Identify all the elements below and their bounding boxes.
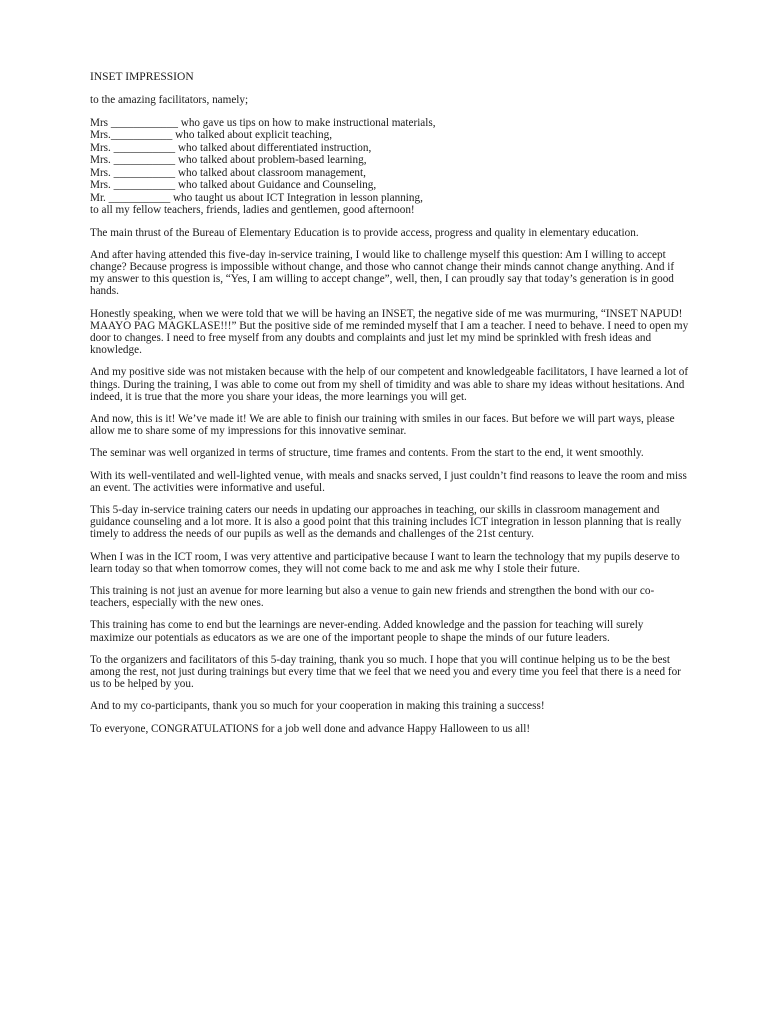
audience-greeting: to all my fellow teachers, friends, ladies and gentlemen, good afternoon! [90,204,415,216]
greeting-line: to the amazing facilitators, namely; [90,94,249,106]
document-page [90,71,690,745]
body-paragraph: This training is not just an avenue for more learning but also a venue to gain new friends and strengthen the bond with our co-teachers, especially with the new ones. [90,584,655,610]
body-paragraph: Honestly speaking, when we were told that we will be having an INSET, the negative side of me was murmuring, “INSET NAPUD! MAAYO PAG MAGKLASE!!!” But the positive side of me reminded myself that I am a teacher. I need to behave. I need to open my door to changes. I need to free myself from any doubts and complaints and just let my mind be sprinkled with fresh ideas and knowledge. [90,307,689,357]
body-paragraph: With its well-ventilated and well-lighted venue, with meals and snacks served, I just couldn’t find reasons to leave the room and miss an event. The activities were informative and useful. [90,469,687,494]
facilitator-list [90,117,690,205]
body-paragraph: And now, this is it! We’ve made it! We are able to finish our training with smiles in our faces. But before we will part ways, please allow me to share some of my impressions for this innovative seminar. [90,412,675,438]
facilitator-line: Mrs. ___________ who talked about classroom management, [90,166,366,179]
facilitator-line: Mrs. ___________ who talked about Guidance and Counseling, [90,179,377,191]
body-paragraph: And to my co-participants, thank you so much for your cooperation in making this training a success! [90,700,545,713]
facilitator-line: Mrs ____________ who gave us tips on how to make instructional materials, [90,116,436,129]
body-paragraph: This training has come to end but the learnings are never-ending. Added knowledge and the passion for teaching will surely maximize our potentials as educators as we are one of the important people to shape the minds of our future leaders. [90,619,644,644]
body-paragraph: And after having attended this five-day in-service training, I would like to challenge myself this question: Am I willing to accept change? Because progress is impossible without change, and those who cannot change their minds cannot change anything. And if my answer to this question is, “Yes, I am willing to accept change”, well, then, I can proudly say that today’s generation is in good hands. [90,248,675,298]
body-paragraph: The seminar was well organized in terms of structure, time frames and contents. From the start to the end, it went smoothly. [90,447,644,460]
body-paragraph: To the organizers and facilitators of this 5-day training, thank you so much. I hope that you will continue helping us to be the best among the rest, not just during trainings but every time that we feel that we need you and every time you feel that there is a need for us to be helped by you. [90,653,681,691]
body-text [90,227,690,735]
body-paragraph: And my positive side was not mistaken because with the help of our competent and knowledgeable facilitators, I have learned a lot of things. During the training, I was able to come out from my shell of timidity and was able to share my ideas without hesitations. And indeed, it is true that the more you share your ideas, the more learnings you will get. [90,366,689,403]
body-paragraph: This 5-day in-service training caters our needs in updating our approaches in teaching, our skills in classroom management and guidance counseling and a lot more. It is also a good point that this training includes ICT integration in lesson planning that is really timely to address the needs of our pupils as well as the demands and challenges of the 21st century. [90,503,682,541]
document-title: INSET IMPRESSION [90,71,194,83]
facilitator-line: Mrs.___________ who talked about explicit teaching, [90,129,333,141]
facilitator-line: Mrs. ___________ who talked about differentiated instruction, [90,141,372,154]
facilitator-line: Mr. ___________ who taught us about ICT Integration in lesson planning, [90,191,423,204]
body-paragraph: The main thrust of the Bureau of Elementary Education is to provide access, progress and quality in elementary education. [90,226,639,239]
body-paragraph: When I was in the ICT room, I was very attentive and participative because I want to learn the technology that my pupils deserve to learn today so that when tomorrow comes, they will not come back to me and ask me why I stole their future. [90,550,680,575]
facilitator-line: Mrs. ___________ who talked about problem-based learning, [90,154,367,166]
body-paragraph: To everyone, CONGRATULATIONS for a job well done and advance Happy Halloween to us all! [90,722,531,735]
